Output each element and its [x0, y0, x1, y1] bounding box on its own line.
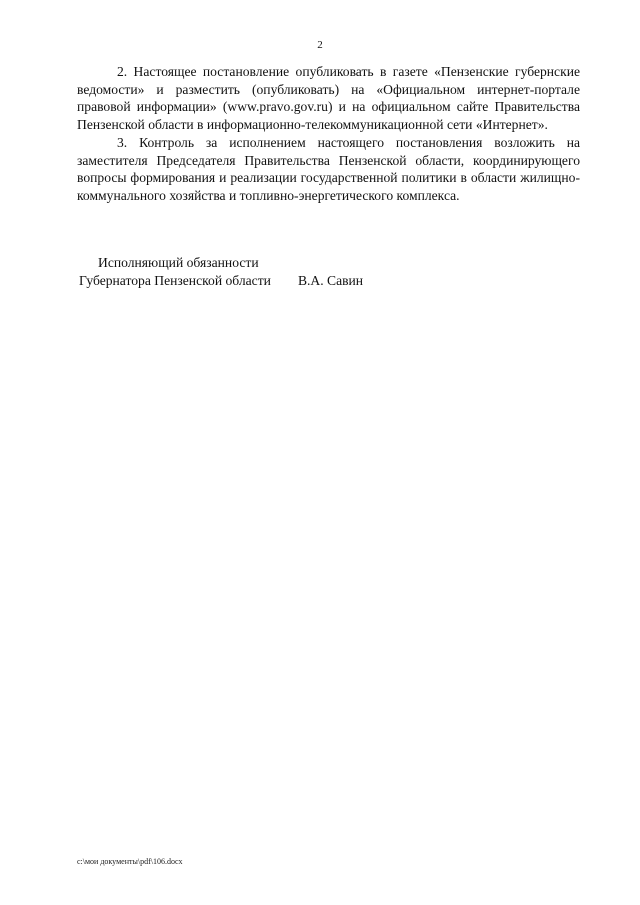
- document-body: [77, 63, 580, 205]
- signature-row: [77, 272, 580, 290]
- footer-file-path: c:\мои документы\pdf\106.docx: [77, 857, 183, 866]
- page-number: 2: [317, 39, 323, 51]
- paragraph-publication: 2. Настоящее постановление опубликовать в газете «Пензенские губернские ведомости» и разместить (опубликовать) на «Официальном интернет-портале правовой информации» (www.pravo.gov.ru) и на официальном сайте Правительства Пензенской области в информационно-телекоммуникационной сети «Интернет».: [77, 64, 580, 133]
- signature-title-line2: Губернатора Пензенской области: [79, 273, 271, 288]
- signature-title-line1: Исполняющий обязанности: [98, 255, 259, 270]
- signatory-name: В.А. Савин: [297, 273, 364, 288]
- signature-block: [77, 254, 580, 290]
- paragraph-control: 3. Контроль за исполнением настоящего постановления возложить на заместителя Председателя Правительства Пензенской области, координирующего вопросы формирования и реализации государственной политики в области жилищно-коммунального хозяйства и топливно-энергетического комплекса.: [77, 134, 580, 203]
